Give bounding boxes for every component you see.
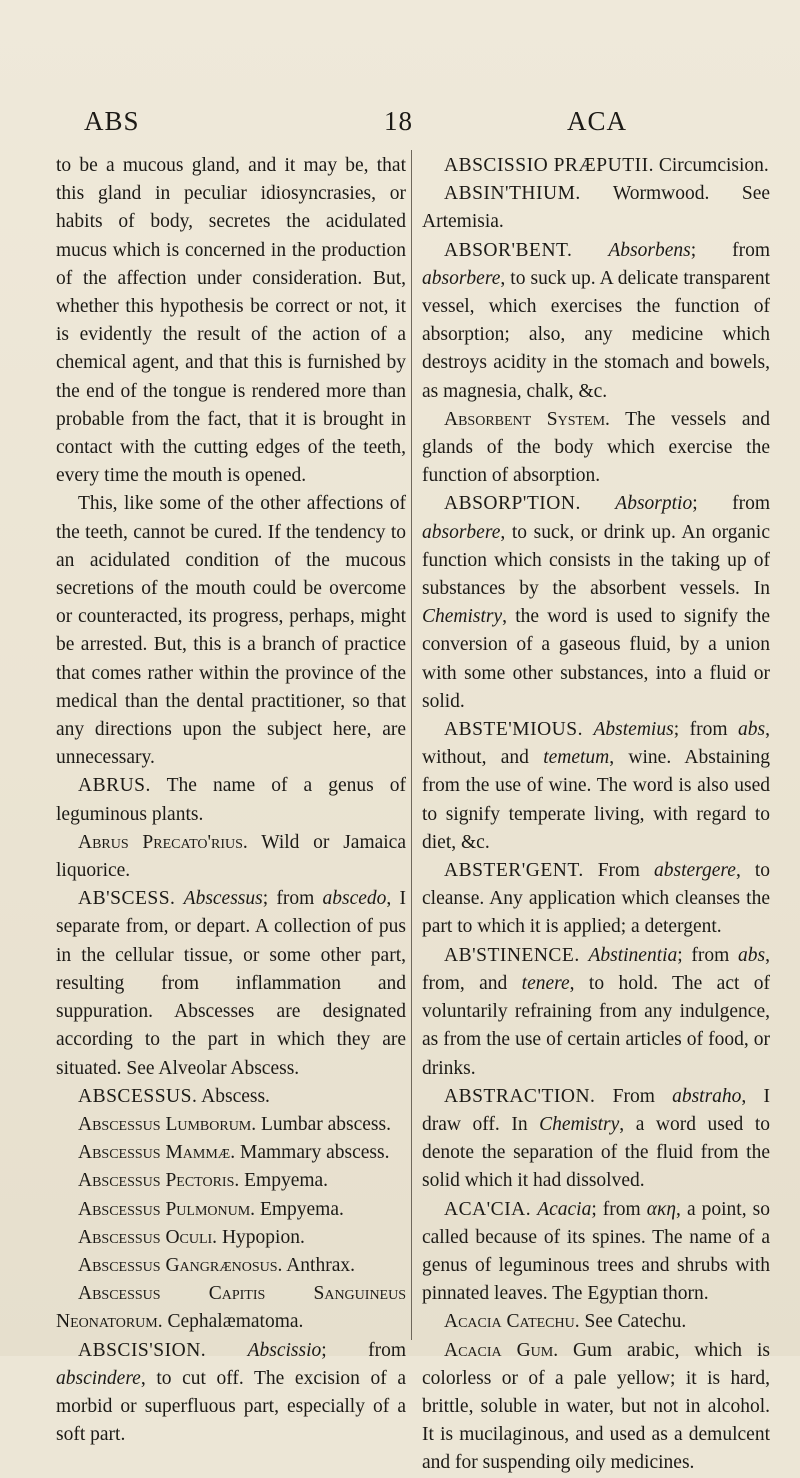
header-left-guide: ABS xyxy=(84,106,140,136)
header-right-guide: ACA xyxy=(567,106,628,136)
headword: AB'SCESS. xyxy=(78,888,176,910)
page-number: 18 xyxy=(384,106,413,136)
headword: Abscessus Gangrænosus. xyxy=(78,1254,283,1276)
entry-abscessus-oculi: Abscessus Oculi. Hypopion. xyxy=(78,1226,305,1248)
headword: ABSCISSIO PRÆPUTII. xyxy=(444,155,654,176)
headword: Abscessus Pulmonum. xyxy=(78,1198,256,1220)
entry-abscessus-gangraenosus: Abscessus Gangrænosus. Anthrax. xyxy=(78,1254,355,1276)
entry-abrus-precatorius: Abrus Precato'rius. Wild or Jamaica liquorice. xyxy=(56,831,406,882)
headword: ABSOR'BENT. xyxy=(444,239,573,261)
entry-abscessus-lumborum: Abscessus Lumborum. Lumbar abscess. xyxy=(78,1113,391,1135)
entry-abrus: ABRUS. The name of a genus of leguminous plants. xyxy=(56,775,406,825)
entry-abscissio-praeputii: ABSCISSIO PRÆPUTII. Circumcision. xyxy=(444,155,769,176)
entry-abscessus-pectoris: Abscessus Pectoris. Empyema. xyxy=(78,1170,329,1192)
entry-abscess: AB'SCESS. Abscessus; from abscedo, I separate from, or depart. A collection of pus in the cellular tissue, or some other part, resulting from inflammation and suppuration. Abscesses are designated according to the part in which they are situated. See Alveolar Abscess. xyxy=(56,888,406,1079)
headword: Acacia Gum. xyxy=(444,1339,559,1361)
entry-abstraction: ABSTRAC'TION. From abstraho, I draw off. In Chemistry, a word used to denote the separation of the fluid from the solid which it had dissolved. xyxy=(422,1085,770,1192)
entry-absinthium: ABSIN'THIUM. Wormwood. See Artemisia. xyxy=(422,183,770,233)
headword: ABRUS. xyxy=(78,775,151,797)
headword: Abscessus Lumborum. xyxy=(78,1113,257,1135)
entry-absorption: ABSORP'TION. Absorptio; from absorbere, to suck, or drink up. An organic function which consists in the taking up of substances by the absorbent vessels. In Chemistry, the word is used to signify the conversion of a gaseous fluid, by a union with some other substances, into a fluid or solid. xyxy=(422,493,770,712)
headword: ABSORP'TION. xyxy=(444,493,581,515)
entry-absorbent: ABSOR'BENT. Absorbens; from absorbere, to suck up. A delicate transparent vessel, which exercises the function of absorption; also, any medicine which destroys acidity in the stomach and bowels, as magnesia, chalk, &c. xyxy=(422,239,771,402)
entry-acacia-gum: Acacia Gum. Gum arabic, which is colorless or of a pale yellow; it is hard, brittle, soluble in water, but not in alcohol. It is mucilaginous, and used as a demulcent and for suspending oily medicines. xyxy=(422,1339,770,1474)
headword: Abscessus Mammæ. xyxy=(78,1142,236,1164)
headword: Abrus Precato'rius. xyxy=(78,831,248,853)
headword: Abscessus Pectoris. xyxy=(78,1170,240,1192)
entry-acacia-catechu: Acacia Catechu. See Catechu. xyxy=(444,1311,687,1333)
headword: ABSTER'GENT. xyxy=(444,860,584,882)
entry-abstemious: ABSTE'MIOUS. Abstemius; from abs, without, and temetum, wine. Abstaining from the use of wine. The word is also used to signify temperate living, with regard to diet, &c. xyxy=(422,719,770,853)
headword: Abscessus Capitis Sanguineus Neonatorum. xyxy=(56,1283,406,1333)
headword: Absorbent System. xyxy=(444,408,610,430)
paragraph-continuation: to be a mucous gland, and it may be, that this gland in peculiar idiosyncrasies, or habits of body, secretes the acidulated mucus which is concerned in the production of the affection under consideration. But, whether this hypothesis be correct or not, it is evidently the result of the action of a chemical agent, and that this is furnished by the end of the tongue is rendered more than probable from the fact, that it is brought in contact with the cutting edges of the teeth, every time the mouth is opened. xyxy=(56,155,406,487)
headword: ACA'CIA. xyxy=(444,1198,532,1220)
entry-abscessus-capitis: Abscessus Capitis Sanguineus Neonatorum. Cephalæmatoma. xyxy=(56,1283,406,1333)
entry-abscission: ABSCIS'SION. Abscissio; from abscindere, to cut off. The excision of a morbid or superfluous part, especially of a soft part. xyxy=(56,1339,407,1446)
entry-abstinence: AB'STINENCE. Abstinentia; from abs, from, and tenere, to hold. The act of voluntarily refraining from any indulgence, as from the use of certain articles of food, or drinks. xyxy=(422,944,771,1079)
right-column xyxy=(422,152,770,1478)
entry-acacia: ACA'CIA. Acacia; from ακη, a point, so called because of its spines. The name of a genus of leguminous trees and shrubs with pinnated leaves. The Egyptian thorn. xyxy=(422,1198,770,1305)
headword: ABSCIS'SION. xyxy=(78,1339,207,1361)
headword: Acacia Catechu. xyxy=(444,1311,580,1333)
entry-absorbent-system: Absorbent System. The vessels and glands of the body which exercise the function of absorption. xyxy=(422,408,770,487)
headword: AB'STINENCE. xyxy=(444,944,580,966)
headword: ABSIN'THIUM. xyxy=(444,183,581,205)
column-divider xyxy=(411,150,412,1340)
left-column xyxy=(56,152,406,1449)
entry-abscessus-mammae: Abscessus Mammæ. Mammary abscess. xyxy=(78,1142,390,1164)
headword: ABSCESSUS. xyxy=(78,1085,198,1107)
entry-abstergent: ABSTER'GENT. From abstergere, to cleanse. Any application which cleanses the part to which it is applied; a detergent. xyxy=(422,860,770,938)
headword: ABSTRAC'TION. xyxy=(444,1085,596,1107)
headword: ABSTE'MIOUS. xyxy=(444,719,583,741)
running-header xyxy=(0,106,800,146)
headword: Abscessus Oculi. xyxy=(78,1226,218,1248)
paragraph-teeth: This, like some of the other affections of the teeth, cannot be cured. If the tendency to an acidulated condition of the mucous secretions of the mouth could be overcome or counteracted, its progress, perhaps, might be arrested. But, this is a branch of practice that comes rather within the province of the medical than the dental practitioner, so that any directions upon the subject here, are unnecessary. xyxy=(56,493,406,769)
entry-abscessus: ABSCESSUS. Abscess. xyxy=(78,1085,270,1107)
entry-abscessus-pulmonum: Abscessus Pulmonum. Empyema. xyxy=(78,1198,344,1220)
